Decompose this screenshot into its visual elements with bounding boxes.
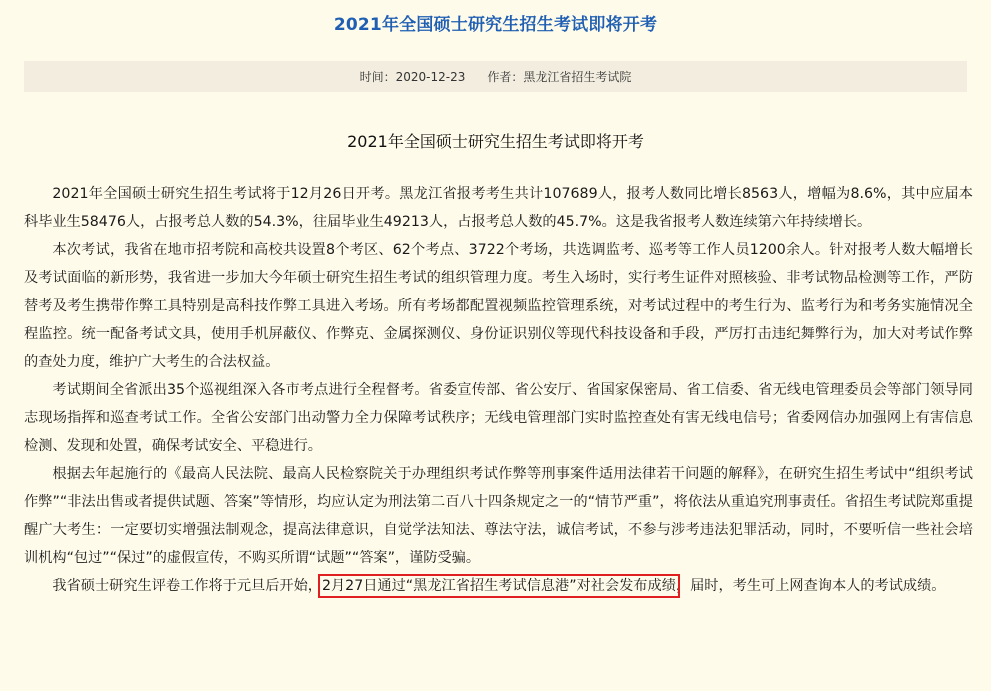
article-paragraph-last: [24, 572, 973, 600]
highlighted-announcement: 2月27日通过“黑龙江省招生考试信息港”对社会发布成绩: [321, 578, 676, 594]
paragraph-text: ，届时，考生可上网查询本人的考试成绩。: [675, 578, 946, 594]
paragraph-text: 我省硕士研究生评卷工作将于元旦后开始，: [52, 578, 322, 594]
publish-date: 2020-12-23: [395, 69, 466, 84]
article-paragraph: 考试期间全省派出35个巡视组深入各市考点进行全程督考。省委宣传部、省公安厅、省国家保密局、省工信委、省无线电管理委员会等部门领导同志现场指挥和巡查考试工作。全省公安部门出动警力全力保障考试秩序；无线电管理部门实时监控查处有害无线电信号；省委网信办加强网上有害信息检测、发现和处置，确保考试安全、平稳进行。: [24, 382, 973, 454]
author-name: 黑龙江省招生考试院: [523, 70, 632, 84]
article-meta-bar: [24, 61, 967, 92]
author-label: 作者：: [487, 70, 524, 84]
article-paragraph: 本次考试，我省在地市招考院和高校共设置8个考区、62个考点、3722个考场，共选调监考、巡考等工作人员1200余人。针对报考人数大幅增长及考试面临的新形势，我省进一步加大今年硕士研究生招生考试的组织管理力度。考生入场时，实行考生证件对照核验、非考试物品检测等工作，严防替考及考生携带作弊工具特别是高科技作弊工具进入考场。所有考场都配置视频监控管理系统，对考试过程中的考生行为、监考行为和考务实施情况全程监控。统一配备考试文具，使用手机屏蔽仪、作弊克、金属探测仪、身份证识别仪等现代科技设备和手段，严厉打击违纪舞弊行为，加大对考试作弊的查处力度，维护广大考生的合法权益。: [24, 242, 973, 370]
article-body: [24, 180, 973, 600]
article-paragraph: 2021年全国硕士研究生招生考试将于12月26日开考。黑龙江省报考考生共计107689人，报考人数同比增长8563人，增幅为8.6%，其中应届本科毕业生58476人，占报考总人数的54.3%，往届毕业生49213人，占报考总人数的45.7%。这是我省报考人数连续第六年持续增长。: [24, 186, 973, 230]
article-title: 2021年全国硕士研究生招生考试即将开考: [347, 132, 644, 151]
article-paragraph: 根据去年起施行的《最高人民法院、最高人民检察院关于办理组织考试作弊等刑事案件适用法律若干问题的解释》，在研究生招生考试中“组织考试作弊”“非法出售或者提供试题、答案”等情形，均应认定为刑法第二百八十四条规定之一的“情节严重”，将依法从重追究刑事责任。省招生考试院郑重提醒广大考生：一定要切实增强法制观念，提高法律意识，自觉学法知法、尊法守法，诚信考试，不参与涉考违法犯罪活动，同时，不要听信一些社会培训机构“包过”“保过”的虚假宣传，不购买所谓“试题”“答案”，谨防受骗。: [24, 466, 973, 566]
page-title: 2021年全国硕士研究生招生考试即将开考: [333, 15, 658, 35]
time-label: 时间：: [359, 70, 396, 84]
